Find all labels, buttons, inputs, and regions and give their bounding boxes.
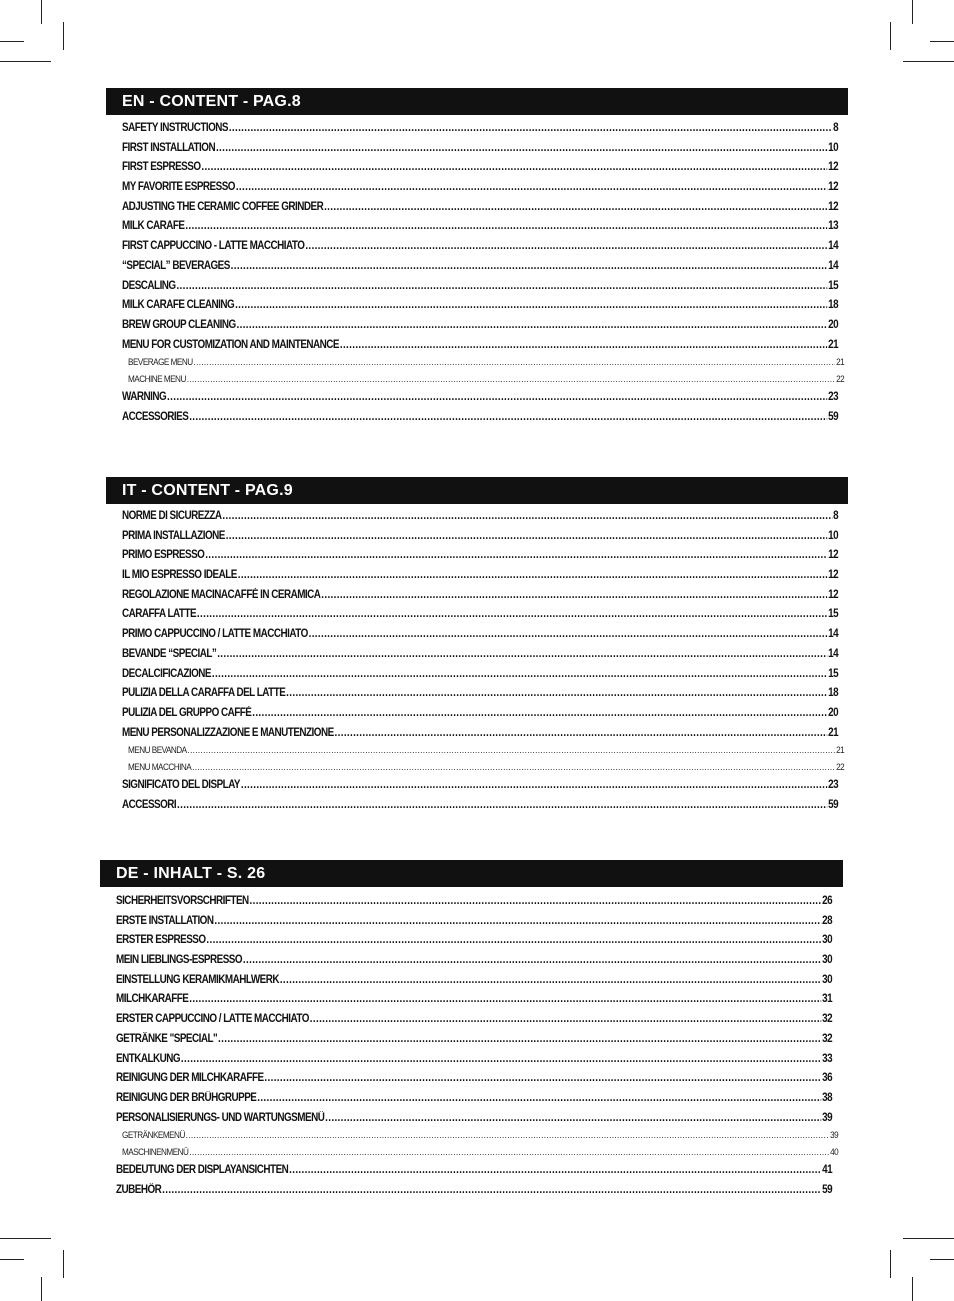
toc-entry-page: 40 (830, 1146, 839, 1158)
toc-section-de (100, 860, 843, 1205)
toc-list (116, 892, 839, 1201)
toc-entry (122, 586, 838, 606)
toc-entry-title: BEVANDE “SPECIAL” (122, 647, 217, 660)
toc-entry-page: 13 (828, 220, 839, 233)
dot-leader (309, 625, 828, 645)
toc-entry (122, 198, 838, 218)
toc-entry (116, 1069, 832, 1089)
toc-entry-title: PERSONALISIERUNGS- UND WARTUNGSMENÜ (116, 1111, 325, 1124)
toc-entry-title: ACCESSORI (122, 798, 177, 811)
toc-entry (116, 912, 832, 932)
crop-mark (0, 1259, 24, 1260)
toc-entry-title: FIRST CAPPUCCINO - LATTE MACCHIATO (122, 240, 305, 253)
dot-leader (237, 316, 828, 336)
crop-mark (903, 1238, 954, 1239)
dot-leader (340, 336, 827, 356)
toc-entry-title: ZUBEHÖR (116, 1183, 162, 1196)
dot-leader (167, 388, 827, 408)
toc-entry-page: 8 (833, 510, 839, 522)
toc-entry (116, 1050, 832, 1070)
crop-mark (912, 0, 913, 24)
dot-leader (305, 237, 827, 257)
toc-entry (116, 990, 832, 1010)
toc-entry-title: MILK CARAFE (122, 220, 185, 233)
dot-leader (197, 605, 827, 625)
toc-subentry (122, 743, 844, 760)
toc-entry-title: BEDEUTUNG DER DISPLAYANSICHTEN (116, 1164, 289, 1177)
toc-entry-page: 12 (828, 161, 839, 174)
toc-subentry (122, 372, 844, 389)
dot-leader (238, 566, 828, 586)
crop-mark (890, 22, 891, 50)
toc-entry-title: MENU PERSONALIZZAZIONE E MANUTENZIONE (122, 726, 334, 739)
toc-entry-page: 26 (822, 895, 833, 907)
crop-mark (0, 41, 24, 42)
dot-leader (187, 743, 835, 760)
dot-leader (201, 158, 827, 178)
dot-leader (162, 1181, 821, 1201)
toc-entry-title: ERSTER CAPPUCCINO / LATTE MACCHIATO (116, 1013, 309, 1026)
dot-leader (192, 760, 835, 777)
toc-entry-page: 38 (822, 1091, 833, 1104)
toc-entry (122, 217, 838, 237)
toc-subentry (122, 355, 844, 372)
toc-entry-page: 14 (828, 647, 839, 660)
toc-entry (116, 1181, 832, 1201)
dot-leader (241, 776, 827, 796)
toc-entry (122, 625, 838, 645)
crop-mark (41, 1277, 42, 1301)
dot-leader (205, 546, 827, 566)
toc-entry-page: 21 (836, 357, 845, 369)
toc-entry-page: 21 (828, 726, 839, 739)
dot-leader (257, 1089, 821, 1109)
toc-entry (122, 237, 838, 257)
toc-entry-page: 59 (822, 1183, 833, 1196)
toc-list (122, 119, 845, 428)
toc-entry-title: MACHINE MENU (128, 373, 186, 385)
toc-entry-page: 18 (828, 299, 839, 312)
dot-leader (189, 408, 827, 428)
toc-entry-page: 15 (828, 279, 839, 292)
section-header: EN - CONTENT - PAG.8 (106, 88, 848, 115)
dot-leader (289, 1161, 821, 1181)
toc-entry-page: 14 (828, 259, 839, 272)
toc-entry-title: BREW GROUP CLEANING (122, 318, 236, 331)
toc-entry (116, 1010, 832, 1030)
toc-entry-title: PULIZIA DELLA CARAFFA DEL LATTE (122, 687, 286, 700)
toc-entry-title: IL MIO ESPRESSO IDEALE (122, 569, 237, 582)
toc-entry-title: REGOLAZIONE MACINACAFFÈ IN CERAMICA (122, 588, 321, 601)
toc-entry (116, 931, 832, 951)
toc-entry-page: 30 (822, 954, 833, 967)
dot-leader (324, 198, 827, 218)
toc-entry-title: ERSTER ESPRESSO (116, 934, 206, 947)
crop-mark (930, 1259, 954, 1260)
toc-entry (122, 316, 838, 336)
toc-entry (122, 178, 838, 198)
crop-mark (903, 61, 954, 62)
toc-entry-page: 12 (828, 181, 839, 194)
toc-entry-page: 10 (828, 141, 839, 154)
toc-entry (122, 119, 838, 139)
dot-leader (252, 704, 827, 724)
toc-entry-page: 22 (836, 761, 845, 773)
toc-entry-title: NORME DI SICUREZZA (122, 510, 222, 522)
toc-entry-page: 59 (828, 410, 839, 423)
dot-leader (189, 1145, 829, 1162)
toc-entry (116, 971, 832, 991)
dot-leader (185, 217, 827, 237)
toc-entry-page: 31 (822, 993, 833, 1006)
toc-entry-title: EINSTELLUNG KERAMIKMAHLWERK (116, 973, 279, 986)
toc-entry-page: 23 (828, 391, 839, 404)
toc-entry-page: 32 (822, 1013, 833, 1026)
dot-leader (243, 951, 821, 971)
dot-leader (212, 665, 827, 685)
dot-leader (310, 1010, 821, 1030)
dot-leader (214, 912, 821, 932)
dot-leader (235, 296, 827, 316)
crop-mark (912, 1277, 913, 1301)
toc-entry-page: 33 (822, 1052, 833, 1065)
toc-entry (122, 158, 838, 178)
toc-entry (122, 408, 838, 428)
toc-entry (122, 139, 838, 159)
crop-mark (930, 41, 954, 42)
toc-entry (122, 776, 838, 796)
toc-entry-page: 59 (828, 798, 839, 811)
toc-entry-page: 18 (828, 687, 839, 700)
toc-entry-title: SIGNIFICATO DEL DISPLAY (122, 779, 241, 792)
dot-leader (217, 645, 827, 665)
dot-leader (176, 277, 827, 297)
toc-entry-title: MEIN LIEBLINGS-ESPRESSO (116, 954, 243, 967)
toc-entry (122, 507, 838, 527)
toc-entry-page: 14 (828, 240, 839, 253)
toc-entry-page: 36 (822, 1072, 833, 1085)
toc-entry-page: 14 (828, 628, 839, 641)
crop-mark (0, 61, 51, 62)
toc-entry (122, 546, 838, 566)
dot-leader (218, 1030, 821, 1050)
toc-entry-page: 23 (828, 779, 839, 792)
toc-entry-title: BEVERAGE MENU (128, 357, 193, 369)
toc-entry-title: MILCHKARAFFE (116, 993, 189, 1006)
toc-entry-page: 20 (828, 706, 839, 719)
toc-entry-page: 20 (828, 318, 839, 331)
dot-leader (250, 892, 822, 912)
dot-leader (186, 1128, 830, 1145)
dot-leader (321, 586, 827, 606)
toc-entry (122, 296, 838, 316)
toc-entry-title: FIRST ESPRESSO (122, 161, 201, 174)
toc-entry-title: PULIZIA DEL GRUPPO CAFFÈ (122, 706, 252, 719)
dot-leader (236, 178, 827, 198)
toc-entry-title: FIRST INSTALLATION (122, 141, 216, 154)
dot-leader (226, 527, 828, 547)
toc-entry-title: PRIMA INSTALLAZIONE (122, 529, 225, 542)
dot-leader (189, 990, 821, 1010)
crop-mark (63, 22, 64, 50)
dot-leader (193, 355, 835, 372)
toc-subentry (116, 1128, 838, 1145)
toc-entry (116, 951, 832, 971)
toc-entry-page: 22 (836, 373, 845, 385)
toc-entry-title: GETRÄNKE "SPECIAL" (116, 1032, 218, 1045)
section-header: DE - INHALT - S. 26 (100, 860, 843, 887)
toc-entry (122, 257, 838, 277)
toc-entry-page: 28 (822, 914, 833, 927)
toc-entry-title: MENU MACCHINA (128, 761, 192, 773)
toc-entry-title: REINIGUNG DER BRÜHGRUPPE (116, 1091, 257, 1104)
toc-entry-page: 12 (828, 200, 839, 213)
toc-entry-title: MENU FOR CUSTOMIZATION AND MAINTENANCE (122, 338, 340, 351)
toc-entry-title: SAFETY INSTRUCTIONS (122, 122, 228, 134)
toc-entry-title: DESCALING (122, 279, 176, 292)
toc-entry-page: 41 (822, 1164, 833, 1177)
toc-entry-page: 39 (822, 1111, 833, 1124)
toc-entry-title: MASCHINENMENÜ (122, 1146, 189, 1158)
toc-entry-page: 30 (822, 973, 833, 986)
dot-leader (216, 139, 827, 159)
crop-mark (63, 1250, 64, 1278)
toc-entry-title: MILK CARAFE CLEANING (122, 299, 235, 312)
toc-entry-page: 21 (836, 745, 845, 757)
dot-leader (231, 257, 828, 277)
toc-entry-page: 32 (822, 1032, 833, 1045)
dot-leader (187, 372, 836, 389)
dot-leader (181, 1050, 821, 1070)
toc-entry-title: ACCESSORIES (122, 410, 189, 423)
toc-entry-title: ADJUSTING THE CERAMIC COFFEE GRINDER (122, 200, 324, 213)
toc-entry-title: SICHERHEITSVORSCHRIFTEN (116, 895, 249, 907)
crop-mark (890, 1250, 891, 1278)
toc-entry-title: WARNING (122, 391, 167, 404)
toc-entry (122, 645, 838, 665)
toc-entry-title: DECALCIFICAZIONE (122, 667, 211, 680)
toc-entry (122, 724, 838, 744)
crop-mark (0, 1238, 51, 1239)
toc-entry (122, 388, 838, 408)
dot-leader (280, 971, 821, 991)
section-header: IT - CONTENT - PAG.9 (106, 477, 848, 504)
toc-entry (122, 684, 838, 704)
toc-entry (116, 1089, 832, 1109)
toc-entry-title: PRIMO ESPRESSO (122, 549, 205, 562)
toc-entry (122, 796, 838, 816)
toc-list (122, 507, 845, 816)
toc-entry-page: 12 (828, 569, 839, 582)
toc-entry-page: 12 (828, 588, 839, 601)
toc-entry-title: GETRÄNKEMENÜ (122, 1130, 185, 1142)
toc-entry-title: MY FAVORITE ESPRESSO (122, 181, 235, 194)
crop-mark (41, 0, 42, 24)
toc-section-it (106, 477, 848, 822)
toc-entry-page: 15 (828, 608, 839, 621)
toc-entry (116, 1161, 832, 1181)
toc-subentry (122, 760, 844, 777)
toc-entry (116, 1109, 832, 1129)
dot-leader (286, 684, 827, 704)
toc-entry-page: 12 (828, 549, 839, 562)
toc-entry (122, 665, 838, 685)
toc-subentry (116, 1145, 838, 1162)
dot-leader (229, 119, 832, 139)
toc-entry-page: 21 (828, 338, 839, 351)
toc-entry-title: “SPECIAL” BEVERAGES (122, 259, 230, 272)
toc-entry-title: ENTKALKUNG (116, 1052, 181, 1065)
dot-leader (222, 507, 832, 527)
toc-entry-title: REINIGUNG DER MILCHKARAFFE (116, 1072, 264, 1085)
toc-entry-page: 8 (833, 122, 839, 134)
toc-entry-title: ERSTE INSTALLATION (116, 914, 214, 927)
toc-section-en (106, 88, 848, 433)
toc-entry-page: 15 (828, 667, 839, 680)
toc-entry-page: 30 (822, 934, 833, 947)
toc-entry (122, 566, 838, 586)
toc-entry (116, 892, 832, 912)
toc-entry-title: CARAFFA LATTE (122, 608, 197, 621)
toc-entry-title: PRIMO CAPPUCCINO / LATTE MACCHIATO (122, 628, 308, 641)
toc-entry (122, 277, 838, 297)
dot-leader (335, 724, 828, 744)
toc-entry (122, 605, 838, 625)
dot-leader (206, 931, 821, 951)
toc-entry (122, 527, 838, 547)
toc-entry-page: 39 (830, 1130, 839, 1142)
toc-entry-page: 10 (828, 529, 839, 542)
toc-entry (116, 1030, 832, 1050)
toc-entry (122, 336, 838, 356)
dot-leader (325, 1109, 821, 1129)
dot-leader (264, 1069, 821, 1089)
toc-entry-title: MENU BEVANDA (128, 745, 187, 757)
toc-entry (122, 704, 838, 724)
dot-leader (177, 796, 827, 816)
